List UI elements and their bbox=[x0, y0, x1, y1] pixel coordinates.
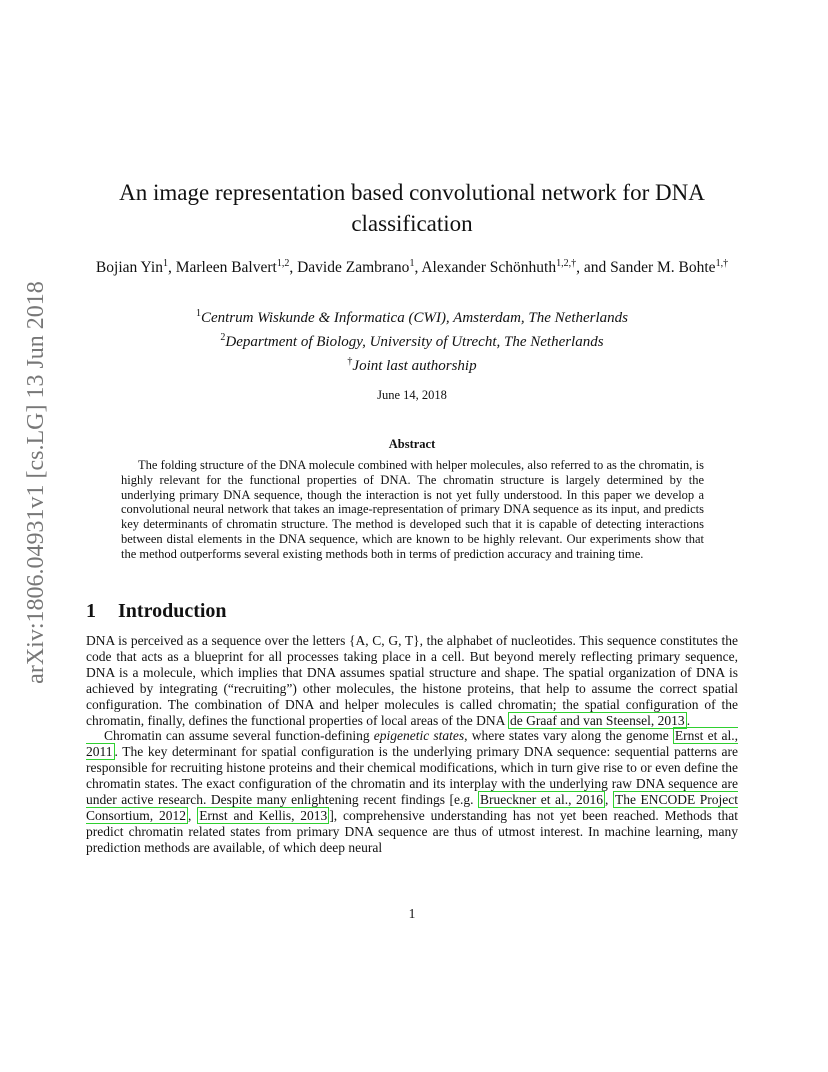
publication-date: June 14, 2018 bbox=[377, 388, 447, 402]
author-name: Davide Zambrano bbox=[297, 259, 410, 277]
author-name: Bojian Yin bbox=[95, 259, 163, 277]
author-affil-sup: 1 bbox=[409, 258, 415, 269]
affiliation-text: Joint last authorship bbox=[352, 358, 477, 374]
affiliation-text: Centrum Wiskunde & Informatica (CWI), Amsterdam, The Netherlands bbox=[200, 310, 629, 326]
abstract-text: The folding structure of the DNA molecule combined with helper molecules, also referred to as the chromatin, is highly relevant for the functional properties of DNA. The chromatin structure is largely determined by the underlying primary DNA sequence, though the interaction is not yet fully understood. In this paper we develop a convolutional neural network that takes an image-representation of primary DNA sequence as its input, and predicts key determinants of chromatin structure. The method is developed such that it is capable of detecting interactions between distal elements in the DNA sequence, which are known to be highly relevant. Our experiments show that the method outperforms several existing methods both in terms of prediction accuracy and training time. bbox=[121, 458, 704, 561]
section-title: Introduction bbox=[118, 600, 227, 622]
paragraph: Chromatin can assume several function-defining epigenetic states, where states vary along the genome Ernst et al., 2011 . The key determinant for spatial configuration is the underlying primary DNA sequence: sequential patterns are responsible for recruiting histone proteins and their chemical modifications, which in turn give rise to or even define the chromatin states. The exact configuration of the chromatin and its interplay with the underlying raw DNA sequence are under active research. Despite many enlightening recent findings [e.g. Brueckner et al., 2016 , The ENCODE Project Consortium, 2012 , Ernst and Kellis, 2013 ], comprehensive understanding has not yet been reached. Methods that predict chromatin related states from primary DNA sequence are thus of utmost interest. In machine learning, many prediction methods are available, of which deep neural bbox=[86, 728, 738, 855]
arxiv-stamp-text: arXiv:1806.04931v1 [cs.LG] 13 Jun 2018 bbox=[22, 281, 49, 684]
affiliation-sup: 1 bbox=[195, 308, 201, 319]
citation-link[interactable]: The ENCODE Project Consortium, 2012 bbox=[86, 792, 738, 823]
affiliation-sup: † bbox=[347, 356, 353, 367]
paragraph-text: DNA is perceived as a sequence over the letters {A, C, G, T}, the alphabet of nucleotides. This sequence constitutes the code that acts as a blueprint for all processes taking place in a cell. But beyond merely reflecting primary sequence, DNA is a molecule, which implies that DNA assumes spatial structure and shape. The spatial organization of DNA is achieved by integrating (“recruiting”) other molecules, the histone proteins, that help to assume the correct spatial configuration. The combination of DNA and helper molecules is called chromatin; the spatial configuration of the chromatin, finally, defines the functional properties of local areas of the DNA bbox=[86, 633, 738, 728]
citation-link[interactable]: Ernst et al., 2011 bbox=[86, 728, 738, 760]
author-affil-sup: 1,2,† bbox=[556, 258, 577, 269]
paper-title: An image representation based convolutional network for DNA classification bbox=[119, 180, 705, 236]
affiliation-text: Department of Biology, University of Utrecht, The Netherlands bbox=[225, 334, 604, 350]
affiliation-list bbox=[86, 304, 738, 376]
affiliation-sup: 2 bbox=[220, 332, 226, 343]
author-name: Marleen Balvert bbox=[175, 259, 277, 277]
author-list: Bojian Yin$^1$, Marleen Balvert$^{1,2}$, Davide Zambrano$^1$, Alexander Schönhuth$^{1,2,\dagger}$, and Sander M. Bohte$^{1,\dagger}$ bbox=[95, 258, 729, 277]
affiliation-line bbox=[86, 304, 738, 328]
paragraph-text: Chromatin can assume several function-defining bbox=[104, 728, 374, 744]
abstract-heading: Abstract bbox=[388, 437, 436, 451]
paragraph-text: , where states vary along the genome bbox=[464, 728, 673, 744]
paragraph-text: . The key determinant for spatial configuration is the underlying primary DNA sequence: sequential patterns are responsible for recruiting histone proteins and their chemical modifications, which in turn give rise to or even define the chromatin states. The exact configuration of the chromatin and its interplay with the underlying raw DNA sequence are under active research. Despite many enlightening recent findings [e.g. bbox=[86, 744, 738, 808]
emphasis-text: epigenetic states bbox=[373, 728, 465, 744]
section-heading bbox=[86, 600, 227, 623]
paragraph-text: . bbox=[686, 712, 691, 728]
section-number: 1 bbox=[86, 600, 96, 622]
author-name: Sander M. Bohte bbox=[610, 259, 716, 277]
citation-link[interactable]: Brueckner et al., 2016 bbox=[480, 792, 604, 808]
citation-link[interactable]: Ernst and Kellis, 2013 bbox=[199, 807, 328, 823]
paragraph bbox=[86, 633, 738, 728]
body-text bbox=[86, 633, 738, 856]
author-affil-sup: 1,† bbox=[715, 258, 729, 269]
arxiv-stamp bbox=[22, 281, 49, 684]
affiliation-line bbox=[86, 352, 738, 376]
affiliation-line bbox=[86, 328, 738, 352]
author-name: Alexander Schönhuth bbox=[421, 259, 557, 277]
author-affil-sup: 1,2 bbox=[276, 258, 290, 269]
page-number: 1 bbox=[408, 906, 416, 921]
author-conjunction: and bbox=[583, 259, 611, 277]
paragraph-text: ], comprehensive understanding has not yet been reached. Methods that predict chromatin related states from primary DNA sequence are thus of utmost interest. In machine learning, many prediction methods are available, of which deep neural bbox=[86, 807, 738, 855]
citation-link[interactable]: de Graaf and van Steensel, 2013 bbox=[509, 712, 685, 728]
author-affil-sup: 1 bbox=[162, 258, 168, 269]
